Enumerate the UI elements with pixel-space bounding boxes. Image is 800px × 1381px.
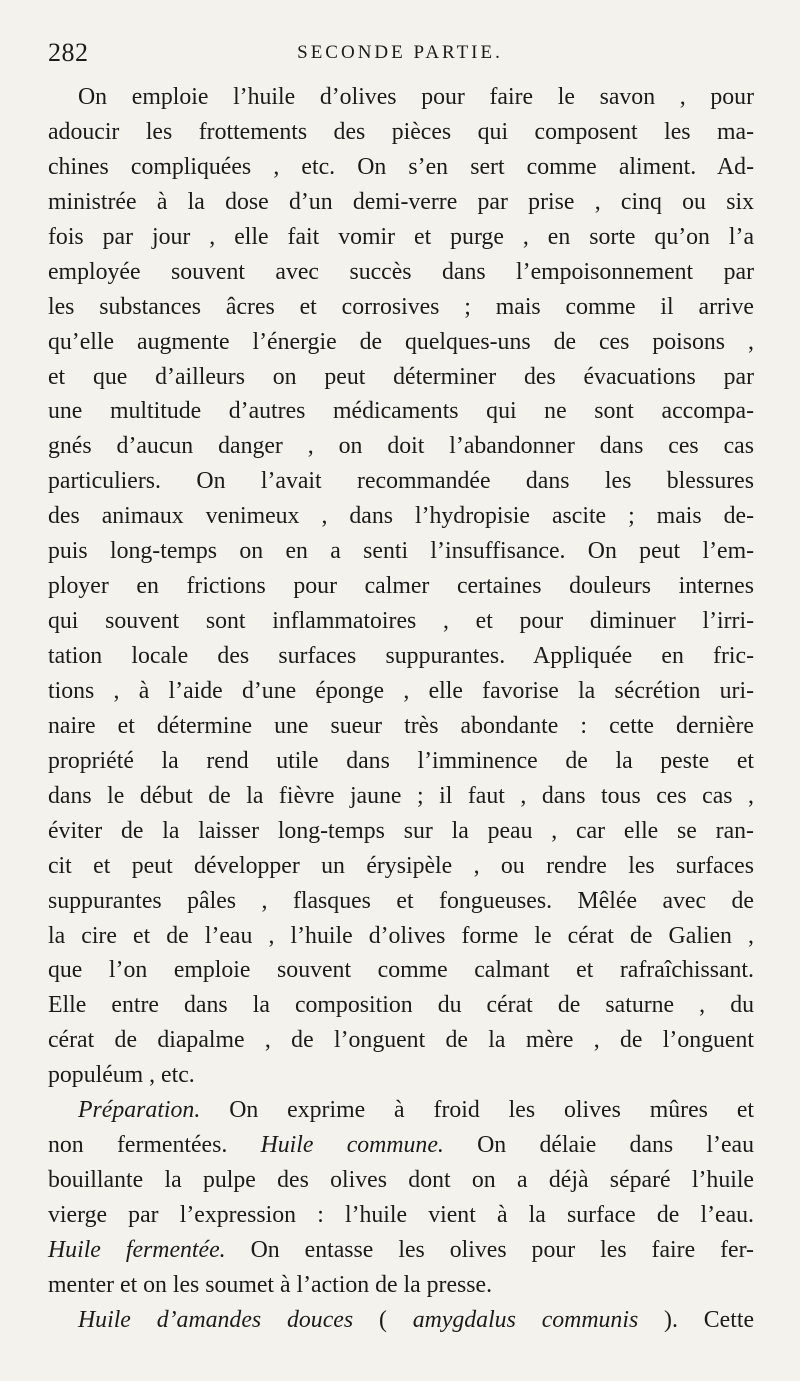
text-line [48,394,754,429]
text-segment: naire et détermine une sueur très abondante : cette dernière [48,712,754,739]
text-line [48,814,754,849]
text-line [48,709,754,744]
text-line [48,953,754,988]
text-line [48,849,754,884]
text-segment: et que d’ailleurs on peut déterminer des évacuations par [48,363,754,390]
text-segment: adoucir les frottements des pièces qui composent les ma- [48,118,754,145]
text-segment: chines compliquées , etc. On s’en sert comme aliment. Ad- [48,153,754,180]
text-line [48,360,754,395]
text-segment: les substances âcres et corrosives ; mais comme il arrive [48,293,754,320]
body-text [48,80,754,1338]
text-line [48,464,754,499]
text-line [48,779,754,814]
text-segment: cérat de diapalme , de l’onguent de la mère , de l’onguent [48,1027,754,1054]
text-segment: On entasse les olives pour les faire fer- [225,1236,754,1263]
text-segment: employée souvent avec succès dans l’empoisonnement par [48,258,754,285]
text-segment: éviter de la laisser long-temps sur la peau , car elle se ran- [48,817,754,844]
text-line [48,1233,754,1268]
italic-term: Huile d’amandes douces [78,1306,354,1333]
text-line [48,220,754,255]
text-line [48,884,754,919]
text-line [48,185,754,220]
text-line [48,639,754,674]
text-segment: fois par jour , elle fait vomir et purge , en sorte qu’on l’a [48,223,754,250]
text-segment: non fermentées. [48,1132,261,1159]
text-segment: bouillante la pulpe des olives dont on a déjà séparé l’huile [48,1167,754,1194]
text-line [48,1163,754,1198]
text-line [48,534,754,569]
text-segment: On délaie dans l’eau [443,1132,754,1159]
text-segment: tation locale des surfaces suppurantes. Appliquée en fric- [48,643,754,669]
text-line [48,429,754,464]
text-line [48,1058,754,1093]
running-head: SECONDE PARTIE. [297,42,503,63]
text-segment: particuliers. On l’avait recommandée dans les blessures [48,468,754,495]
italic-term: Huile fermentée. [48,1236,226,1263]
text-segment: On exprime à froid les olives mûres et [200,1097,754,1124]
text-line [48,569,754,604]
text-line [48,674,754,709]
page-number: 282 [48,38,89,67]
text-segment: ministrée à la dose d’un demi-verre par prise , cinq ou six [48,188,754,215]
text-segment: propriété la rend utile dans l’imminence de la peste et [48,747,754,774]
text-segment: suppurantes pâles , flasques et fongueuses. Mêlée avec de [48,887,754,914]
italic-term: Préparation. [78,1097,201,1124]
text-segment: vierge par l’expression : l’huile vient à la surface de l’eau. [48,1202,754,1228]
text-line [48,1093,754,1128]
text-segment: qu’elle augmente l’énergie de quelques-uns de ces poisons , [48,328,754,355]
text-line [48,988,754,1023]
text-line [48,1303,754,1338]
text-segment: ployer en frictions pour calmer certaines douleurs internes [48,573,754,600]
text-line [48,1128,754,1163]
text-line [48,80,754,115]
text-line [48,290,754,325]
text-segment: qui souvent sont inflammatoires , et pour diminuer l’irri- [48,608,754,635]
text-line [48,604,754,639]
text-line [48,1023,754,1058]
text-line [48,1198,754,1233]
text-segment: une multitude d’autres médicaments qui ne sont accompa- [48,398,754,425]
text-segment: populéum , etc. [48,1062,195,1089]
text-line [48,919,754,954]
page-header [48,38,752,72]
text-segment: On emploie l’huile d’olives pour faire le savon , pour [78,84,754,110]
text-line [48,150,754,185]
text-segment: la cire et de l’eau , l’huile d’olives forme le cérat de Galien , [48,922,754,949]
text-line [48,744,754,779]
italic-term: Huile commune. [260,1132,444,1159]
text-segment: gnés d’aucun danger , on doit l’abandonner dans ces cas [48,433,754,460]
italic-term: amygdalus communis [412,1306,639,1333]
text-line [48,1268,754,1303]
text-line [48,499,754,534]
text-line [48,325,754,360]
text-line [48,115,754,150]
text-segment: des animaux venimeux , dans l’hydropisie ascite ; mais de- [48,503,754,530]
text-segment: ( [353,1306,413,1333]
text-segment: tions , à l’aide d’une éponge , elle favorise la sécrétion uri- [48,677,754,704]
text-segment: dans le début de la fièvre jaune ; il faut , dans tous ces cas , [48,782,754,809]
text-segment: menter et on les soumet à l’action de la presse. [48,1271,493,1298]
text-segment: Elle entre dans la composition du cérat de saturne , du [48,992,754,1019]
text-segment: cit et peut développer un érysipèle , ou rendre les surfaces [48,852,754,879]
text-line [48,255,754,290]
text-segment: que l’on emploie souvent comme calmant et rafraîchissant. [48,957,754,984]
text-segment: puis long-temps on en a senti l’insuffisance. On peut l’em- [48,538,754,565]
text-segment: ). Cette [638,1306,755,1333]
